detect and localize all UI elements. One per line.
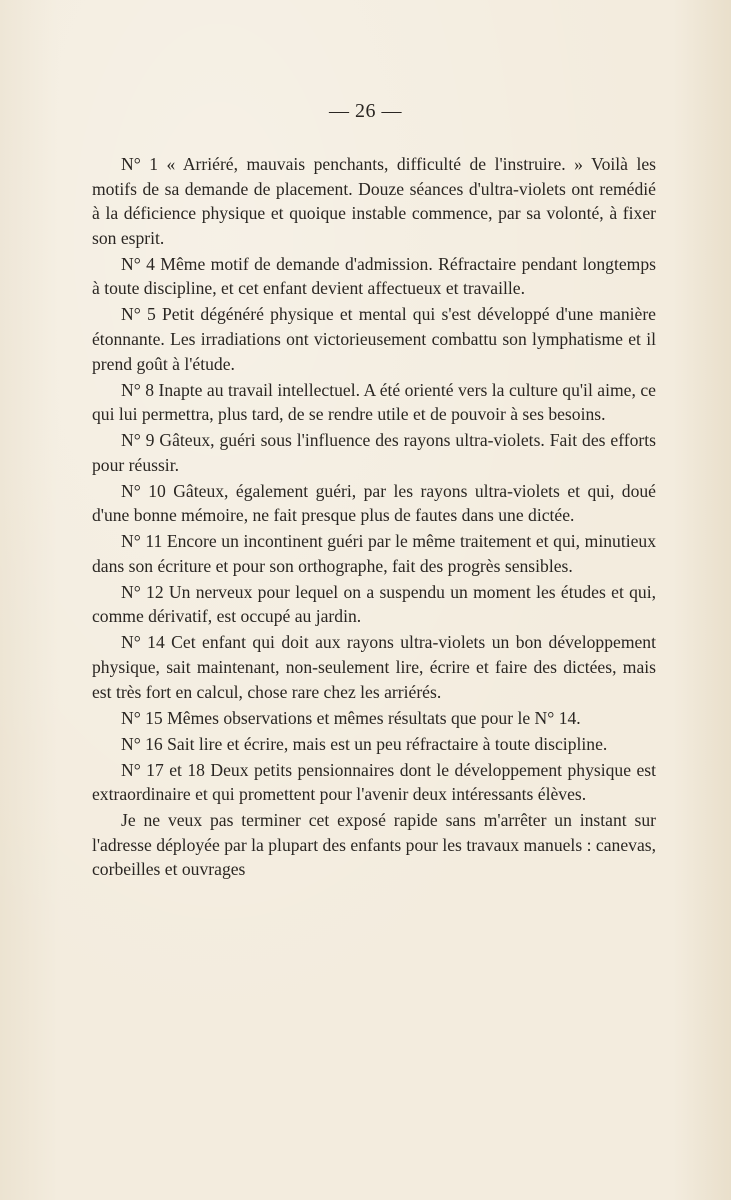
paragraph-closing: Je ne veux pas terminer cet exposé rapide sans m'arrêter un instant sur l'adresse déployée par la plupart des enfants pour les travaux manuels : canevas, corbeilles et ouvrages bbox=[92, 810, 656, 880]
paragraph-no-5: N° 5 Petit dégénéré physique et mental qui s'est développé d'une manière étonnante. Les irradiations ont victorieusement combattu son lymphatisme et il prend goût à l'étude. bbox=[92, 304, 656, 374]
body-text bbox=[92, 152, 656, 883]
paragraph-no-16: N° 16 Sait lire et écrire, mais est un peu réfractaire à toute discipline. bbox=[121, 733, 608, 754]
paragraph-no-4: N° 4 Même motif de demande d'admission. Réfractaire pendant longtemps à toute discipline, et cet enfant devient affectueux et travaille. bbox=[92, 253, 656, 299]
paragraph-no-15: N° 15 Mêmes observations et mêmes résultats que pour le N° 14. bbox=[121, 707, 581, 728]
paragraph-no-1: N° 1 « Arriéré, mauvais penchants, difficulté de l'instruire. » Voilà les motifs de sa demande de placement. Douze séances d'ultra-violets ont remédié à la déficience physique et quoique instable commence, par sa volonté, à fixer son esprit. bbox=[92, 154, 656, 248]
paragraph-no-8: N° 8 Inapte au travail intellectuel. A été orienté vers la culture qu'il aime, ce qui lui permettra, plus tard, de se rendre utile et de pouvoir à ses besoins. bbox=[92, 379, 656, 425]
paragraph-no-9: N° 9 Gâteux, guéri sous l'influence des rayons ultra-violets. Fait des efforts pour réussir. bbox=[92, 430, 656, 475]
page-number: — 26 — bbox=[329, 100, 402, 122]
paragraph-no-12: N° 12 Un nerveux pour lequel on a suspendu un moment les études et qui, comme dérivatif, est occupé au jardin. bbox=[92, 581, 656, 627]
paragraph-no-10: N° 10 Gâteux, également guéri, par les rayons ultra-violets et qui, doué d'une bonne mémoire, ne fait presque plus de fautes dans une dictée. bbox=[92, 480, 656, 526]
paragraph-no-17-18: N° 17 et 18 Deux petits pensionnaires dont le développement physique est extraordinaire et qui promettent pour l'avenir deux intéressants élèves. bbox=[92, 759, 656, 805]
paragraph-no-14: N° 14 Cet enfant qui doit aux rayons ultra-violets un bon développement physique, sait maintenant, non-seulement lire, écrire et faire des dictées, mais est très fort en calcul, chose rare chez les arriérés. bbox=[92, 632, 656, 702]
paragraph-no-11: N° 11 Encore un incontinent guéri par le même traitement et qui, minutieux dans son écriture et pour son orthographe, fait des progrès sensibles. bbox=[92, 531, 656, 576]
